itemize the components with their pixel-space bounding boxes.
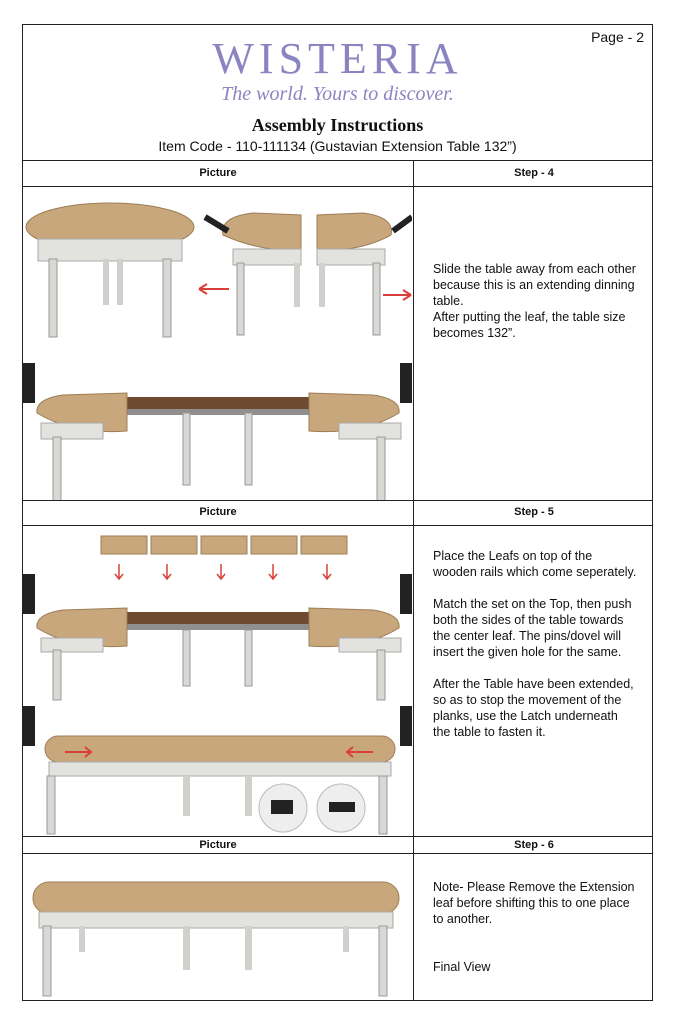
document-frame <box>22 24 653 1001</box>
step-6-instructions <box>433 879 638 975</box>
page-number: Page - 2 <box>591 29 644 45</box>
step-4-picture <box>23 187 412 500</box>
instruction-paragraph: Note- Please Remove the Extension leaf before shifting this to one place to another. <box>433 880 635 926</box>
picture-header: Picture <box>199 839 237 851</box>
instruction-paragraph: Match the set on the Top, then push both the sides of the table towards the center leaf. The pins/dovel will insert the given hole for the same. <box>433 597 632 659</box>
step-5-instructions <box>433 548 638 740</box>
instruction-paragraph: After putting the leaf, the table size becomes 132”. <box>433 310 626 340</box>
column-divider <box>413 160 414 1001</box>
item-code: Item Code - 110-111134 (Gustavian Extension Table 132”) <box>158 138 517 154</box>
leaf-planks-illustration <box>101 536 347 554</box>
final-table-illustration <box>33 882 399 996</box>
latch-detail-illustration <box>259 784 365 832</box>
extended-rails-illustration <box>23 574 412 700</box>
step-header: Step - 4 <box>514 167 554 179</box>
round-table-illustration <box>26 203 194 337</box>
divider <box>23 160 652 161</box>
extended-rails-illustration <box>23 363 412 500</box>
page-title: Assembly Instructions <box>251 115 424 135</box>
instruction-paragraph: After the Table have been extended, so as to stop the movement of the planks, use the Latch underneath the table to fasten it. <box>433 677 634 739</box>
instruction-paragraph: Place the Leafs on top of the wooden rails which come seperately. <box>433 549 637 579</box>
instruction-paragraph: Final View <box>433 960 491 974</box>
step-header: Step - 6 <box>514 839 554 851</box>
picture-header: Picture <box>199 506 237 518</box>
down-arrows <box>115 564 331 579</box>
instruction-paragraph: Slide the table away from each other because this is an extending dinning table. <box>433 262 636 308</box>
brand-tagline: The world. Yours to discover. <box>221 83 454 105</box>
step-5-picture <box>23 526 412 836</box>
divider <box>23 836 652 837</box>
split-table-illustration <box>205 213 412 335</box>
step-4-instructions <box>433 261 638 341</box>
brand-logo: WISTERIA <box>212 34 463 83</box>
step-6-picture <box>23 854 412 1001</box>
picture-header: Picture <box>199 167 237 179</box>
step-header: Step - 5 <box>514 506 554 518</box>
divider <box>23 500 652 501</box>
